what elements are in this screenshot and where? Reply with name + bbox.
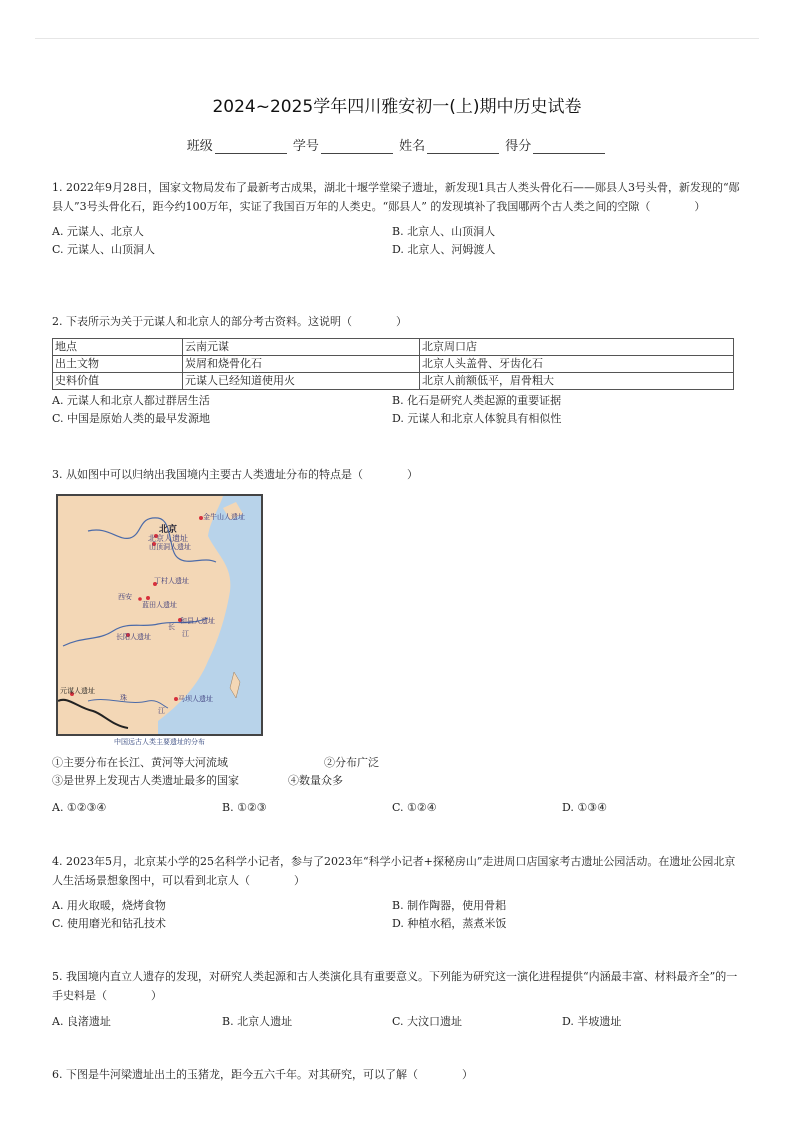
question-4-stem: 4. 2023年5月，北京某小学的25名科学小记者，参与了2023年“科学小记者+探秘房山”走进周口店国家考古遗址公园活动。在遗址公园北京人生活场景想象图中，可以看到北京人（ ） (52, 855, 736, 887)
option-b[interactable]: B. 北京人遗址 (222, 1015, 293, 1028)
map-label-sdd: 山顶洞人遗址 (149, 543, 191, 551)
exam-title: 2024~2025学年四川雅安初一(上)期中历史试卷 (212, 97, 582, 117)
archaeology-table (52, 338, 734, 390)
option-d[interactable]: D. ①③④ (562, 801, 608, 814)
option-b[interactable]: B. 北京人、山顶洞人 (392, 225, 496, 238)
option-a[interactable]: A. 元谋人和北京人都过群居生活 (52, 394, 210, 407)
question-3-statements (52, 754, 742, 817)
table-cell: 北京周口店 (420, 339, 734, 356)
question-1-options (52, 223, 742, 259)
score-label: 得分 (505, 139, 532, 154)
header-rule (35, 38, 759, 39)
map-label-hexian: 和县人遗址 (180, 617, 215, 625)
question-4-options (52, 897, 742, 933)
option-c[interactable]: C. 使用磨光和钻孔技术 (52, 917, 167, 930)
table-cell: 史料价值 (53, 373, 183, 390)
option-d[interactable]: D. 元谋人和北京人体貌具有相似性 (392, 412, 562, 425)
student-info-line (0, 135, 794, 154)
statement-3: ③是世界上发现古人类遗址最多的国家 (52, 774, 239, 787)
number-blank[interactable] (321, 141, 393, 154)
option-c[interactable]: C. 中国是原始人类的最早发源地 (52, 412, 211, 425)
map-label-jiang: 江 (182, 630, 189, 638)
table-cell: 元谋人已经知道使用火 (183, 373, 420, 390)
option-b[interactable]: B. 化石是研究人类起源的重要证据 (392, 394, 562, 407)
map-caption: 中国远古人类主要遗址的分布 (114, 738, 205, 746)
map-label-jinniushan: 金牛山人遗址 (203, 513, 245, 521)
map-label-dingcun: 丁村人遗址 (154, 577, 189, 585)
name-label: 姓名 (399, 139, 426, 154)
statement-4: ④数量众多 (288, 774, 343, 787)
option-b[interactable]: B. ①②③ (222, 801, 267, 814)
number-label: 学号 (292, 139, 319, 154)
question-5 (52, 967, 742, 1031)
map-label-chang: 长 (168, 623, 175, 631)
question-5-stem: 5. 我国境内直立人遗存的发现，对研究人类起源和古人类演化具有重要意义。下列能为研究这一演化进程提供“内涵最丰富、材料最齐全”的一手史料是（ ） (52, 970, 738, 1002)
option-b[interactable]: B. 制作陶器，使用骨耜 (392, 899, 507, 912)
table-cell: 北京人前额低平，眉骨粗大 (420, 373, 734, 390)
option-a[interactable]: A. ①②③④ (52, 801, 107, 814)
option-d[interactable]: D. 北京人、河姆渡人 (392, 243, 496, 256)
question-2 (52, 312, 742, 428)
option-c[interactable]: C. 大汶口遗址 (392, 1015, 463, 1028)
pearl-river (88, 700, 168, 708)
name-blank[interactable] (427, 141, 499, 154)
question-2-stem: 2. 下表所示为关于元谋人和北京人的部分考古资料。这说明（ ） (52, 315, 407, 328)
option-a[interactable]: A. 用火取暖，烧烤食物 (52, 899, 166, 912)
option-d[interactable]: D. 半坡遗址 (562, 1015, 622, 1028)
table-row (53, 373, 734, 390)
question-1-stem: 1. 2022年9月28日，国家文物局发布了最新考古成果，湖北十堰学堂梁子遗址，新发现1具古人类头骨化石——郧县人3号头骨，新发现的“郧县人”3号头骨化石，距今约100万年，实证了我国百万年的人类史。“郧县人” 的发现填补了我国哪两个古人类之间的空隙（ ） (52, 181, 740, 213)
ancient-sites-map (56, 494, 263, 736)
map-label-xian: 西安 (118, 593, 132, 601)
map-label-lantian: 蓝田人遗址 (142, 601, 177, 609)
table-cell: 云南元谋 (183, 339, 420, 356)
question-6-stem: 6. 下图是牛河梁遗址出土的玉猪龙，距今五六千年。对其研究，可以了解（ ） (52, 1068, 473, 1081)
option-a[interactable]: A. 元谋人、北京人 (52, 225, 144, 238)
class-label: 班级 (186, 139, 213, 154)
question-4 (52, 852, 742, 933)
question-3-stem: 3. 从如图中可以归纳出我国境内主要古人类遗址分布的特点是（ ） (52, 468, 418, 481)
question-2-options (52, 392, 742, 428)
table-cell: 地点 (53, 339, 183, 356)
map-label-bjr: 北京人遗址 (148, 534, 188, 543)
table-cell: 炭屑和烧骨化石 (183, 356, 420, 373)
map-label-maba: 马坝人遗址 (178, 695, 213, 703)
map-label-beijing: 北京 (159, 525, 178, 535)
option-d[interactable]: D. 种植水稻，蒸煮米饭 (392, 917, 507, 930)
map-label-zhu: 珠 (120, 694, 127, 702)
score-blank[interactable] (533, 141, 605, 154)
question-3-options (52, 799, 742, 817)
question-5-options (52, 1013, 742, 1031)
option-c[interactable]: C. ①②④ (392, 801, 437, 814)
statement-2: ②分布广泛 (324, 756, 379, 769)
question-1 (52, 178, 742, 259)
table-row (53, 339, 734, 356)
statement-1: ①主要分布在长江、黄河等大河流域 (52, 756, 228, 769)
table-cell: 出土文物 (53, 356, 183, 373)
option-c[interactable]: C. 元谋人、山顶洞人 (52, 243, 156, 256)
table-row (53, 356, 734, 373)
border-line (58, 700, 128, 728)
class-blank[interactable] (215, 141, 287, 154)
map-label-yuanmou: 元谋人遗址 (60, 687, 95, 695)
option-a[interactable]: A. 良渚遗址 (52, 1015, 111, 1028)
map-label-changyang: 长阳人遗址 (116, 633, 151, 641)
map-label-jiang2: 江 (158, 707, 165, 715)
table-cell: 北京人头盖骨、牙齿化石 (420, 356, 734, 373)
